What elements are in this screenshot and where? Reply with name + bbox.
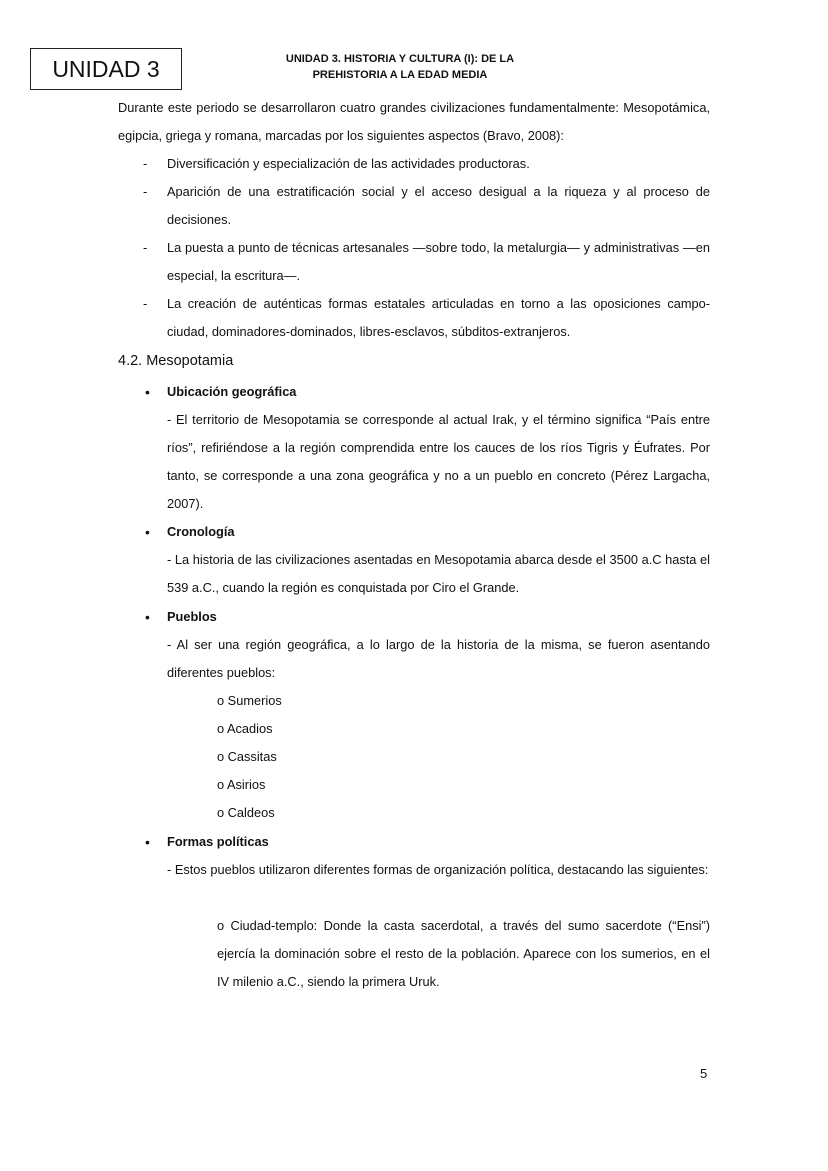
aspect-item: La creación de auténticas formas estatales articuladas en torno a las oposiciones campo-ciudad, dominadores-dominados, libres-esclavos, súbditos-extranjeros. — [167, 296, 710, 339]
header-title-line: PREHISTORIA A LA EDAD MEDIA — [312, 69, 488, 81]
unit-label: UNIDAD 3 — [52, 55, 160, 82]
subsection-text: - La historia de las civilizaciones asentadas en Mesopotamia abarca desde el 3500 a.C hasta el 539 a.C., cuando la región es conquistada por Ciro el Grande. — [167, 552, 710, 595]
bullet-icon: • — [145, 384, 150, 400]
bullet-icon: • — [145, 609, 150, 625]
bullet-icon: • — [145, 524, 150, 540]
subsection-title: Cronología — [167, 524, 235, 539]
page-number: 5 — [700, 1066, 708, 1081]
dash-marker: - — [143, 156, 148, 171]
pueblo-item: o Acadios — [217, 721, 273, 736]
dash-marker: - — [143, 296, 148, 311]
subsection-title: Pueblos — [167, 609, 217, 624]
subsection-title: Formas políticas — [167, 834, 269, 849]
page-header-title — [250, 51, 550, 83]
intro-paragraph: Durante este periodo se desarrollaron cuatro grandes civilizaciones fundamentalmente: Mesopotámica, egipcia, griega y romana, marcadas por los siguientes aspectos (Bravo, 2008): — [118, 100, 710, 143]
subsection-title: Ubicación geográfica — [167, 384, 297, 399]
aspect-item: La puesta a punto de técnicas artesanales —sobre todo, la metalurgia— y administrativas —en especial, la escritura—. — [167, 240, 710, 283]
unit-label-box — [30, 48, 182, 90]
header-title-line: UNIDAD 3. HISTORIA Y CULTURA (I): DE LA — [285, 53, 515, 65]
aspect-item: Diversificación y especialización de las actividades productoras. — [167, 156, 530, 171]
pueblo-item: o Cassitas — [217, 749, 277, 764]
pueblo-item: o Sumerios — [217, 693, 282, 708]
dash-marker: - — [143, 184, 148, 199]
section-heading: 4.2. Mesopotamia — [118, 353, 234, 369]
subsection-text: - El territorio de Mesopotamia se corresponde al actual Irak, y el término significa “País entre ríos”, refiriéndose a la región comprendida entre los cauces de los ríos Tigris y Éufrates. Por tanto, se corresponde a una zona geográfica y no a un pueblo en concreto (Pérez Largacha, 2007). — [167, 412, 710, 511]
pueblo-item: o Caldeos — [217, 805, 275, 820]
subsection-text: - Al ser una región geográfica, a lo largo de la historia de la misma, se fueron asentando diferentes pueblos: — [167, 637, 710, 680]
aspect-item: Aparición de una estratificación social y el acceso desigual a la riqueza y al proceso de decisiones. — [167, 184, 710, 227]
forma-item: o Ciudad-templo: Donde la casta sacerdotal, a través del sumo sacerdote (“Ensi”) ejercía la dominación sobre el resto de la población. Aparece con los sumerios, en el IV milenio a.C., siendo la primera Uruk. — [217, 918, 710, 989]
dash-marker: - — [143, 240, 148, 255]
subsection-text: - Estos pueblos utilizaron diferentes formas de organización política, destacando las siguientes: — [167, 862, 709, 877]
bullet-icon: • — [145, 834, 150, 850]
pueblo-item: o Asirios — [217, 777, 266, 792]
